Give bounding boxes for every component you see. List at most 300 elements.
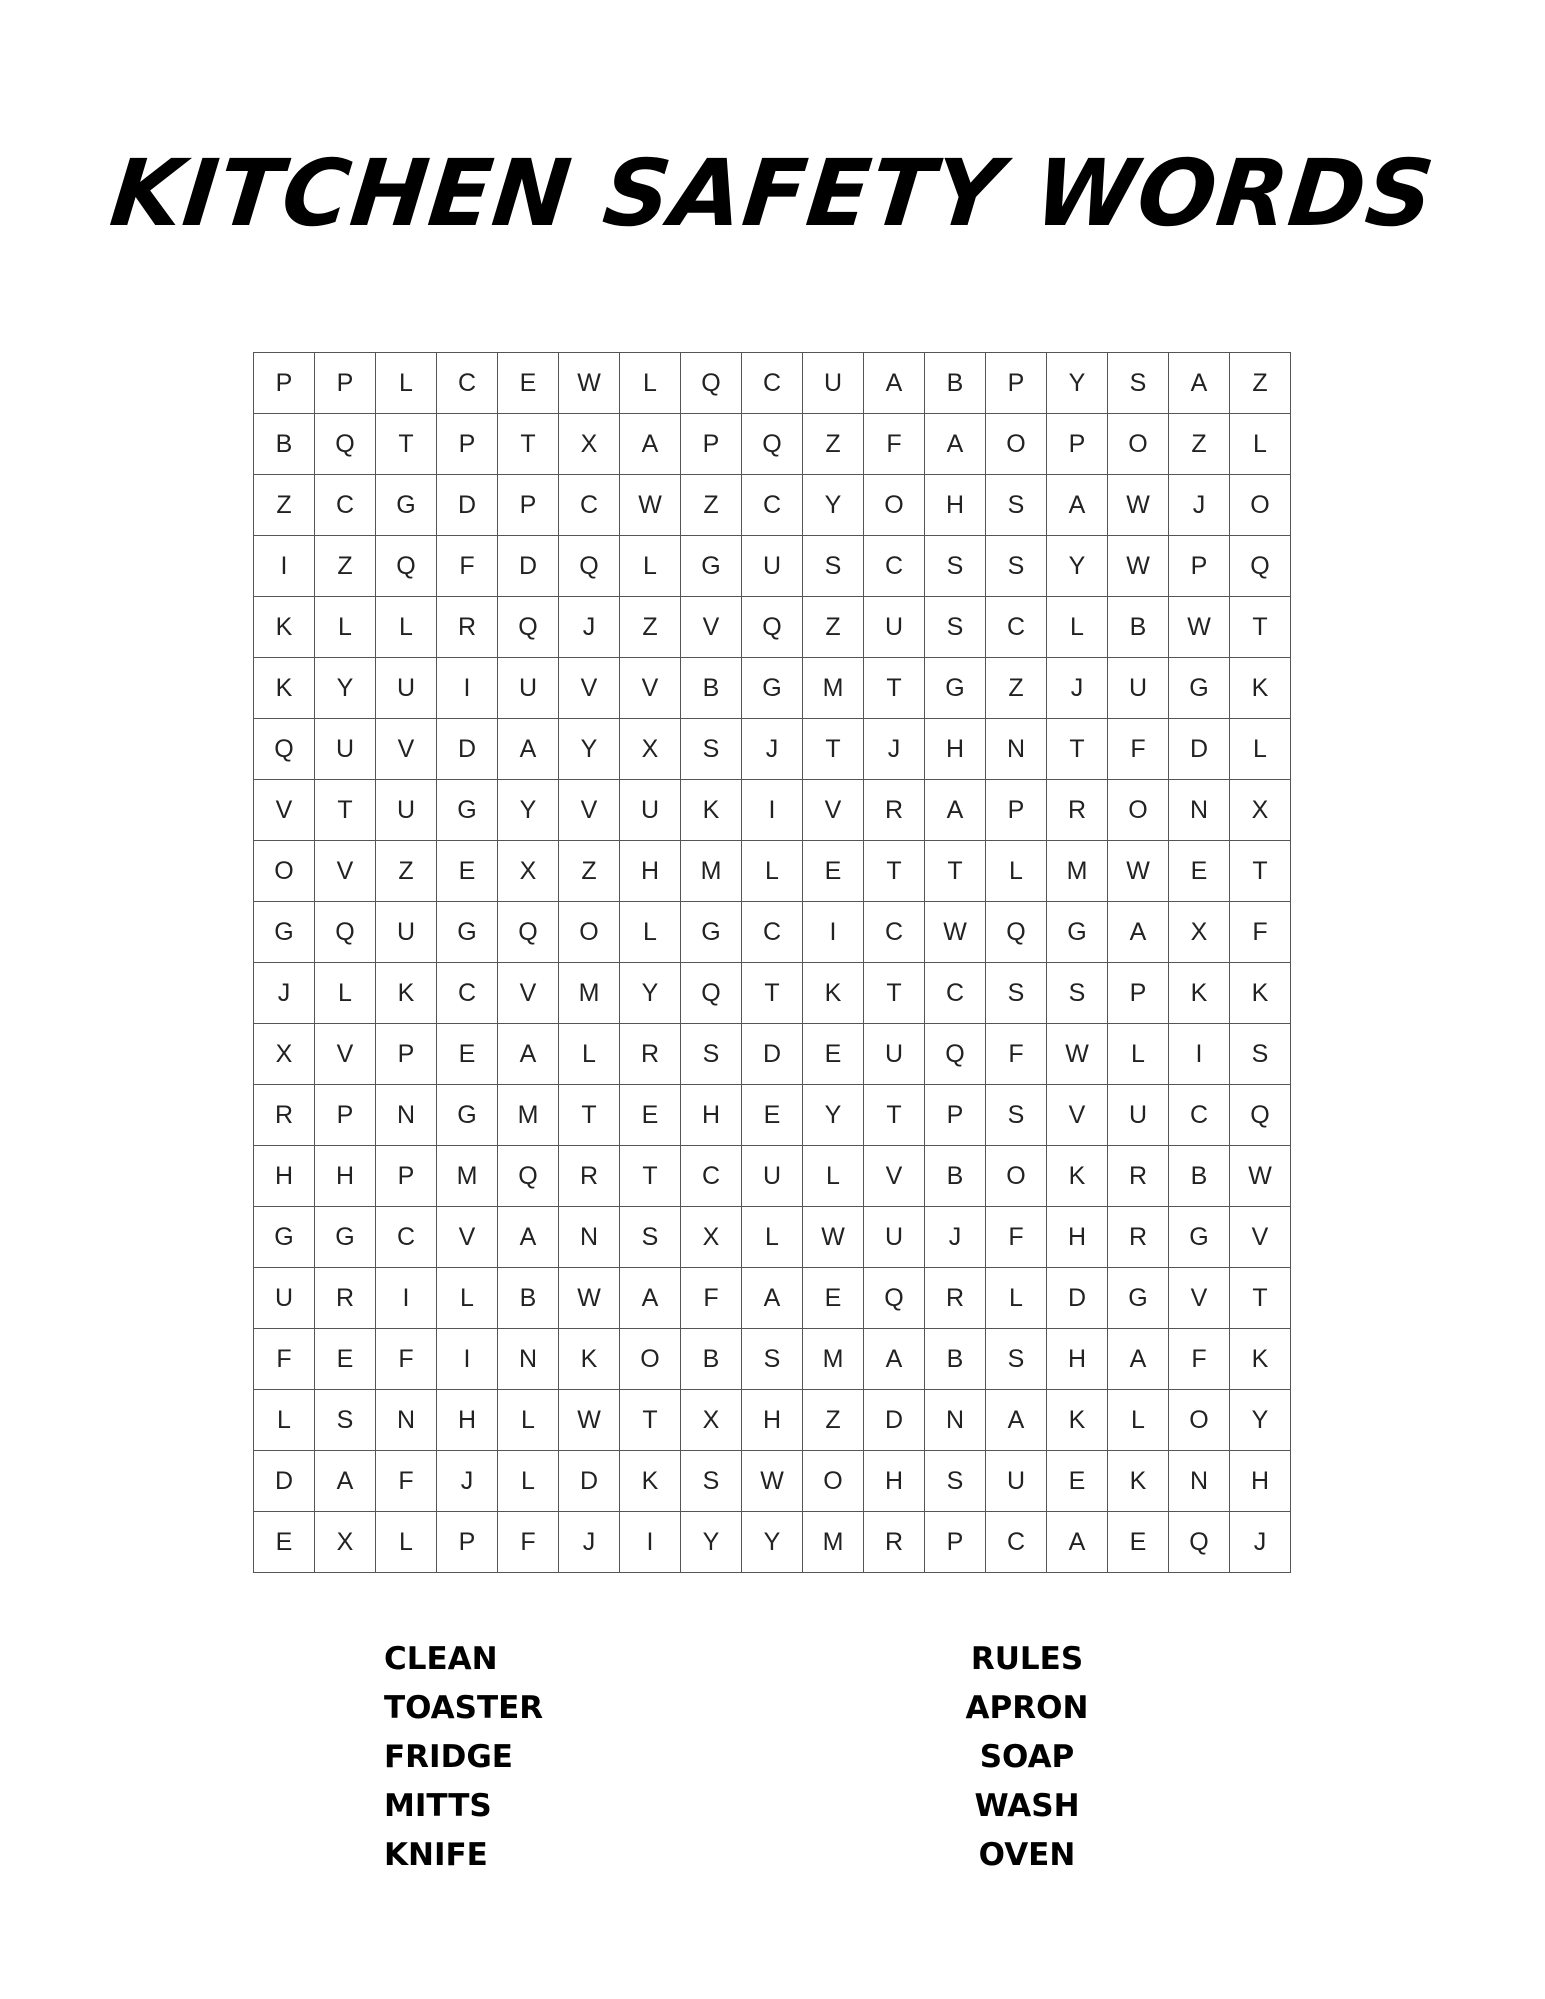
grid-cell[interactable]: Y: [498, 780, 559, 841]
grid-cell[interactable]: L: [1108, 1390, 1169, 1451]
grid-cell[interactable]: T: [803, 719, 864, 780]
grid-cell[interactable]: G: [681, 536, 742, 597]
grid-cell[interactable]: P: [315, 353, 376, 414]
grid-cell[interactable]: F: [986, 1024, 1047, 1085]
grid-cell[interactable]: U: [742, 536, 803, 597]
grid-cell[interactable]: G: [376, 475, 437, 536]
grid-cell[interactable]: P: [498, 475, 559, 536]
grid-cell[interactable]: R: [1047, 780, 1108, 841]
grid-cell[interactable]: S: [925, 597, 986, 658]
grid-cell[interactable]: C: [559, 475, 620, 536]
grid-cell[interactable]: Q: [498, 597, 559, 658]
grid-cell[interactable]: I: [437, 658, 498, 719]
grid-cell[interactable]: Y: [559, 719, 620, 780]
grid-cell[interactable]: R: [1108, 1146, 1169, 1207]
grid-cell[interactable]: C: [864, 536, 925, 597]
grid-cell[interactable]: H: [315, 1146, 376, 1207]
grid-cell[interactable]: D: [1047, 1268, 1108, 1329]
grid-cell[interactable]: Q: [498, 1146, 559, 1207]
grid-cell[interactable]: R: [1108, 1207, 1169, 1268]
grid-cell[interactable]: O: [986, 1146, 1047, 1207]
grid-cell[interactable]: D: [742, 1024, 803, 1085]
grid-cell[interactable]: H: [254, 1146, 315, 1207]
grid-cell[interactable]: V: [620, 658, 681, 719]
grid-cell[interactable]: C: [986, 1512, 1047, 1573]
grid-cell[interactable]: J: [742, 719, 803, 780]
grid-cell[interactable]: H: [620, 841, 681, 902]
grid-cell[interactable]: T: [864, 963, 925, 1024]
grid-cell[interactable]: Q: [254, 719, 315, 780]
grid-cell[interactable]: I: [437, 1329, 498, 1390]
grid-cell[interactable]: Y: [1047, 353, 1108, 414]
grid-cell[interactable]: F: [986, 1207, 1047, 1268]
grid-cell[interactable]: V: [1169, 1268, 1230, 1329]
grid-cell[interactable]: S: [681, 1024, 742, 1085]
grid-cell[interactable]: Z: [803, 1390, 864, 1451]
grid-cell[interactable]: G: [742, 658, 803, 719]
grid-cell[interactable]: Y: [803, 475, 864, 536]
grid-cell[interactable]: E: [498, 353, 559, 414]
grid-cell[interactable]: T: [559, 1085, 620, 1146]
grid-cell[interactable]: S: [986, 1085, 1047, 1146]
grid-cell[interactable]: H: [864, 1451, 925, 1512]
grid-cell[interactable]: Q: [681, 963, 742, 1024]
grid-cell[interactable]: W: [559, 353, 620, 414]
grid-cell[interactable]: T: [864, 658, 925, 719]
grid-cell[interactable]: A: [620, 414, 681, 475]
grid-cell[interactable]: X: [498, 841, 559, 902]
grid-cell[interactable]: M: [803, 658, 864, 719]
grid-cell[interactable]: W: [925, 902, 986, 963]
grid-cell[interactable]: H: [1047, 1207, 1108, 1268]
grid-cell[interactable]: U: [803, 353, 864, 414]
grid-cell[interactable]: G: [1047, 902, 1108, 963]
grid-cell[interactable]: I: [742, 780, 803, 841]
grid-cell[interactable]: L: [315, 963, 376, 1024]
grid-cell[interactable]: T: [376, 414, 437, 475]
grid-cell[interactable]: V: [376, 719, 437, 780]
grid-cell[interactable]: Z: [376, 841, 437, 902]
grid-cell[interactable]: V: [681, 597, 742, 658]
grid-cell[interactable]: I: [803, 902, 864, 963]
grid-cell[interactable]: H: [925, 475, 986, 536]
grid-cell[interactable]: E: [1108, 1512, 1169, 1573]
grid-cell[interactable]: S: [1108, 353, 1169, 414]
grid-cell[interactable]: S: [1047, 963, 1108, 1024]
grid-cell[interactable]: X: [1230, 780, 1291, 841]
grid-cell[interactable]: J: [1230, 1512, 1291, 1573]
grid-cell[interactable]: T: [1230, 1268, 1291, 1329]
grid-cell[interactable]: H: [1047, 1329, 1108, 1390]
grid-cell[interactable]: T: [742, 963, 803, 1024]
grid-cell[interactable]: D: [437, 719, 498, 780]
grid-cell[interactable]: W: [803, 1207, 864, 1268]
grid-cell[interactable]: X: [620, 719, 681, 780]
grid-cell[interactable]: A: [864, 1329, 925, 1390]
grid-cell[interactable]: B: [254, 414, 315, 475]
grid-cell[interactable]: F: [498, 1512, 559, 1573]
grid-cell[interactable]: K: [803, 963, 864, 1024]
grid-cell[interactable]: K: [1230, 963, 1291, 1024]
grid-cell[interactable]: K: [1108, 1451, 1169, 1512]
grid-cell[interactable]: H: [681, 1085, 742, 1146]
grid-cell[interactable]: D: [437, 475, 498, 536]
grid-cell[interactable]: F: [1169, 1329, 1230, 1390]
grid-cell[interactable]: N: [1169, 1451, 1230, 1512]
grid-cell[interactable]: L: [376, 353, 437, 414]
grid-cell[interactable]: Z: [620, 597, 681, 658]
grid-cell[interactable]: M: [803, 1329, 864, 1390]
grid-cell[interactable]: L: [986, 841, 1047, 902]
grid-cell[interactable]: C: [742, 902, 803, 963]
grid-cell[interactable]: C: [742, 353, 803, 414]
grid-cell[interactable]: O: [1230, 475, 1291, 536]
grid-cell[interactable]: W: [1108, 841, 1169, 902]
grid-cell[interactable]: C: [986, 597, 1047, 658]
grid-cell[interactable]: R: [864, 1512, 925, 1573]
grid-cell[interactable]: K: [376, 963, 437, 1024]
grid-cell[interactable]: E: [437, 841, 498, 902]
grid-cell[interactable]: K: [254, 597, 315, 658]
grid-cell[interactable]: I: [254, 536, 315, 597]
grid-cell[interactable]: N: [986, 719, 1047, 780]
grid-cell[interactable]: Q: [1169, 1512, 1230, 1573]
grid-cell[interactable]: A: [986, 1390, 1047, 1451]
grid-cell[interactable]: V: [315, 1024, 376, 1085]
grid-cell[interactable]: L: [376, 1512, 437, 1573]
grid-cell[interactable]: U: [986, 1451, 1047, 1512]
grid-cell[interactable]: A: [864, 353, 925, 414]
grid-cell[interactable]: W: [1047, 1024, 1108, 1085]
grid-cell[interactable]: C: [681, 1146, 742, 1207]
grid-cell[interactable]: Y: [681, 1512, 742, 1573]
grid-cell[interactable]: I: [376, 1268, 437, 1329]
grid-cell[interactable]: S: [986, 1329, 1047, 1390]
grid-cell[interactable]: T: [1230, 597, 1291, 658]
grid-cell[interactable]: S: [986, 475, 1047, 536]
grid-cell[interactable]: A: [498, 719, 559, 780]
grid-cell[interactable]: I: [620, 1512, 681, 1573]
grid-cell[interactable]: S: [925, 1451, 986, 1512]
grid-cell[interactable]: C: [437, 353, 498, 414]
grid-cell[interactable]: E: [315, 1329, 376, 1390]
grid-cell[interactable]: X: [1169, 902, 1230, 963]
grid-cell[interactable]: Z: [254, 475, 315, 536]
grid-cell[interactable]: Q: [681, 353, 742, 414]
grid-cell[interactable]: A: [925, 780, 986, 841]
grid-cell[interactable]: H: [437, 1390, 498, 1451]
grid-cell[interactable]: V: [864, 1146, 925, 1207]
grid-cell[interactable]: Q: [559, 536, 620, 597]
grid-cell[interactable]: G: [437, 1085, 498, 1146]
grid-cell[interactable]: B: [1169, 1146, 1230, 1207]
grid-cell[interactable]: S: [620, 1207, 681, 1268]
grid-cell[interactable]: R: [437, 597, 498, 658]
grid-cell[interactable]: T: [925, 841, 986, 902]
grid-cell[interactable]: S: [986, 536, 1047, 597]
grid-cell[interactable]: F: [376, 1329, 437, 1390]
grid-cell[interactable]: T: [1047, 719, 1108, 780]
grid-cell[interactable]: Z: [1169, 414, 1230, 475]
grid-cell[interactable]: E: [1047, 1451, 1108, 1512]
grid-cell[interactable]: J: [1169, 475, 1230, 536]
grid-cell[interactable]: A: [498, 1207, 559, 1268]
grid-cell[interactable]: P: [1108, 963, 1169, 1024]
grid-cell[interactable]: V: [803, 780, 864, 841]
grid-cell[interactable]: M: [681, 841, 742, 902]
grid-cell[interactable]: S: [1230, 1024, 1291, 1085]
grid-cell[interactable]: W: [1169, 597, 1230, 658]
grid-cell[interactable]: U: [376, 780, 437, 841]
grid-cell[interactable]: W: [620, 475, 681, 536]
grid-cell[interactable]: E: [803, 1268, 864, 1329]
grid-cell[interactable]: A: [1047, 475, 1108, 536]
grid-cell[interactable]: F: [437, 536, 498, 597]
grid-cell[interactable]: K: [1230, 1329, 1291, 1390]
grid-cell[interactable]: Y: [1230, 1390, 1291, 1451]
grid-cell[interactable]: M: [803, 1512, 864, 1573]
grid-cell[interactable]: I: [1169, 1024, 1230, 1085]
grid-cell[interactable]: D: [1169, 719, 1230, 780]
grid-cell[interactable]: P: [437, 1512, 498, 1573]
grid-cell[interactable]: Y: [803, 1085, 864, 1146]
grid-cell[interactable]: G: [1169, 1207, 1230, 1268]
grid-cell[interactable]: K: [620, 1451, 681, 1512]
grid-cell[interactable]: G: [925, 658, 986, 719]
grid-cell[interactable]: H: [742, 1390, 803, 1451]
grid-cell[interactable]: P: [986, 353, 1047, 414]
grid-cell[interactable]: L: [620, 353, 681, 414]
grid-cell[interactable]: C: [864, 902, 925, 963]
grid-cell[interactable]: L: [1108, 1024, 1169, 1085]
grid-cell[interactable]: R: [925, 1268, 986, 1329]
grid-cell[interactable]: J: [559, 597, 620, 658]
grid-cell[interactable]: O: [864, 475, 925, 536]
grid-cell[interactable]: X: [681, 1207, 742, 1268]
grid-cell[interactable]: V: [559, 780, 620, 841]
grid-cell[interactable]: P: [1169, 536, 1230, 597]
grid-cell[interactable]: L: [498, 1390, 559, 1451]
grid-cell[interactable]: U: [864, 1024, 925, 1085]
grid-cell[interactable]: S: [986, 963, 1047, 1024]
grid-cell[interactable]: J: [864, 719, 925, 780]
grid-cell[interactable]: A: [620, 1268, 681, 1329]
grid-cell[interactable]: Q: [315, 902, 376, 963]
grid-cell[interactable]: Y: [620, 963, 681, 1024]
grid-cell[interactable]: P: [925, 1512, 986, 1573]
grid-cell[interactable]: Q: [986, 902, 1047, 963]
grid-cell[interactable]: W: [1108, 475, 1169, 536]
grid-cell[interactable]: V: [1230, 1207, 1291, 1268]
grid-cell[interactable]: L: [620, 902, 681, 963]
grid-cell[interactable]: G: [254, 902, 315, 963]
grid-cell[interactable]: C: [925, 963, 986, 1024]
grid-cell[interactable]: N: [376, 1390, 437, 1451]
grid-cell[interactable]: Y: [315, 658, 376, 719]
grid-cell[interactable]: F: [254, 1329, 315, 1390]
grid-cell[interactable]: O: [254, 841, 315, 902]
grid-cell[interactable]: L: [1230, 719, 1291, 780]
grid-cell[interactable]: E: [803, 1024, 864, 1085]
grid-cell[interactable]: L: [437, 1268, 498, 1329]
grid-cell[interactable]: O: [1108, 414, 1169, 475]
grid-cell[interactable]: A: [315, 1451, 376, 1512]
grid-cell[interactable]: F: [681, 1268, 742, 1329]
grid-cell[interactable]: S: [681, 1451, 742, 1512]
grid-cell[interactable]: Q: [376, 536, 437, 597]
grid-cell[interactable]: Z: [803, 414, 864, 475]
grid-cell[interactable]: S: [925, 536, 986, 597]
grid-cell[interactable]: C: [315, 475, 376, 536]
grid-cell[interactable]: Z: [681, 475, 742, 536]
grid-cell[interactable]: P: [925, 1085, 986, 1146]
grid-cell[interactable]: V: [498, 963, 559, 1024]
grid-cell[interactable]: S: [742, 1329, 803, 1390]
grid-cell[interactable]: O: [620, 1329, 681, 1390]
grid-cell[interactable]: B: [925, 353, 986, 414]
grid-cell[interactable]: U: [1108, 1085, 1169, 1146]
grid-cell[interactable]: E: [742, 1085, 803, 1146]
grid-cell[interactable]: R: [559, 1146, 620, 1207]
grid-cell[interactable]: K: [681, 780, 742, 841]
grid-cell[interactable]: G: [437, 902, 498, 963]
grid-cell[interactable]: P: [376, 1024, 437, 1085]
grid-cell[interactable]: N: [559, 1207, 620, 1268]
grid-cell[interactable]: N: [925, 1390, 986, 1451]
grid-cell[interactable]: W: [559, 1268, 620, 1329]
grid-cell[interactable]: V: [254, 780, 315, 841]
grid-cell[interactable]: S: [681, 719, 742, 780]
grid-cell[interactable]: T: [864, 841, 925, 902]
grid-cell[interactable]: Y: [1047, 536, 1108, 597]
grid-cell[interactable]: G: [254, 1207, 315, 1268]
grid-cell[interactable]: A: [1169, 353, 1230, 414]
grid-cell[interactable]: P: [254, 353, 315, 414]
grid-cell[interactable]: H: [1230, 1451, 1291, 1512]
grid-cell[interactable]: Y: [742, 1512, 803, 1573]
grid-cell[interactable]: K: [1169, 963, 1230, 1024]
grid-cell[interactable]: L: [315, 597, 376, 658]
grid-cell[interactable]: P: [376, 1146, 437, 1207]
grid-cell[interactable]: B: [681, 658, 742, 719]
grid-cell[interactable]: D: [559, 1451, 620, 1512]
grid-cell[interactable]: O: [1169, 1390, 1230, 1451]
grid-cell[interactable]: D: [864, 1390, 925, 1451]
grid-cell[interactable]: A: [498, 1024, 559, 1085]
grid-cell[interactable]: V: [315, 841, 376, 902]
grid-cell[interactable]: L: [498, 1451, 559, 1512]
grid-cell[interactable]: F: [1108, 719, 1169, 780]
grid-cell[interactable]: Q: [315, 414, 376, 475]
grid-cell[interactable]: L: [620, 536, 681, 597]
grid-cell[interactable]: K: [1230, 658, 1291, 719]
grid-cell[interactable]: U: [376, 902, 437, 963]
grid-cell[interactable]: O: [1108, 780, 1169, 841]
grid-cell[interactable]: W: [742, 1451, 803, 1512]
grid-cell[interactable]: J: [437, 1451, 498, 1512]
grid-cell[interactable]: T: [498, 414, 559, 475]
grid-cell[interactable]: E: [437, 1024, 498, 1085]
grid-cell[interactable]: B: [925, 1146, 986, 1207]
grid-cell[interactable]: X: [254, 1024, 315, 1085]
grid-cell[interactable]: O: [559, 902, 620, 963]
grid-cell[interactable]: K: [1047, 1146, 1108, 1207]
grid-cell[interactable]: D: [498, 536, 559, 597]
grid-cell[interactable]: D: [254, 1451, 315, 1512]
grid-cell[interactable]: Z: [315, 536, 376, 597]
grid-cell[interactable]: L: [1047, 597, 1108, 658]
grid-cell[interactable]: N: [498, 1329, 559, 1390]
grid-cell[interactable]: L: [254, 1390, 315, 1451]
grid-cell[interactable]: V: [437, 1207, 498, 1268]
grid-cell[interactable]: L: [376, 597, 437, 658]
grid-cell[interactable]: O: [986, 414, 1047, 475]
grid-cell[interactable]: O: [803, 1451, 864, 1512]
grid-cell[interactable]: T: [620, 1146, 681, 1207]
grid-cell[interactable]: M: [1047, 841, 1108, 902]
grid-cell[interactable]: W: [1230, 1146, 1291, 1207]
grid-cell[interactable]: U: [254, 1268, 315, 1329]
grid-cell[interactable]: E: [620, 1085, 681, 1146]
grid-cell[interactable]: P: [986, 780, 1047, 841]
grid-cell[interactable]: U: [864, 1207, 925, 1268]
grid-cell[interactable]: A: [925, 414, 986, 475]
grid-cell[interactable]: A: [1108, 902, 1169, 963]
grid-cell[interactable]: P: [315, 1085, 376, 1146]
grid-cell[interactable]: L: [1230, 414, 1291, 475]
grid-cell[interactable]: Q: [498, 902, 559, 963]
grid-cell[interactable]: U: [315, 719, 376, 780]
grid-cell[interactable]: K: [1047, 1390, 1108, 1451]
grid-cell[interactable]: K: [559, 1329, 620, 1390]
grid-cell[interactable]: P: [437, 414, 498, 475]
grid-cell[interactable]: U: [376, 658, 437, 719]
grid-cell[interactable]: T: [620, 1390, 681, 1451]
grid-cell[interactable]: Z: [559, 841, 620, 902]
grid-cell[interactable]: P: [1047, 414, 1108, 475]
grid-cell[interactable]: G: [1108, 1268, 1169, 1329]
grid-cell[interactable]: J: [559, 1512, 620, 1573]
grid-cell[interactable]: C: [437, 963, 498, 1024]
grid-cell[interactable]: T: [1230, 841, 1291, 902]
grid-cell[interactable]: Z: [986, 658, 1047, 719]
grid-cell[interactable]: E: [1169, 841, 1230, 902]
grid-cell[interactable]: G: [1169, 658, 1230, 719]
grid-cell[interactable]: G: [315, 1207, 376, 1268]
grid-cell[interactable]: Q: [1230, 1085, 1291, 1146]
grid-cell[interactable]: F: [1230, 902, 1291, 963]
grid-cell[interactable]: J: [1047, 658, 1108, 719]
grid-cell[interactable]: N: [376, 1085, 437, 1146]
grid-cell[interactable]: L: [803, 1146, 864, 1207]
grid-cell[interactable]: A: [1108, 1329, 1169, 1390]
grid-cell[interactable]: X: [315, 1512, 376, 1573]
grid-cell[interactable]: V: [1047, 1085, 1108, 1146]
grid-cell[interactable]: Z: [1230, 353, 1291, 414]
grid-cell[interactable]: R: [620, 1024, 681, 1085]
grid-cell[interactable]: Q: [742, 414, 803, 475]
grid-cell[interactable]: C: [376, 1207, 437, 1268]
grid-cell[interactable]: M: [498, 1085, 559, 1146]
grid-cell[interactable]: A: [742, 1268, 803, 1329]
grid-cell[interactable]: B: [681, 1329, 742, 1390]
grid-cell[interactable]: T: [864, 1085, 925, 1146]
grid-cell[interactable]: U: [742, 1146, 803, 1207]
grid-cell[interactable]: L: [742, 841, 803, 902]
grid-cell[interactable]: K: [254, 658, 315, 719]
grid-cell[interactable]: E: [254, 1512, 315, 1573]
grid-cell[interactable]: P: [681, 414, 742, 475]
